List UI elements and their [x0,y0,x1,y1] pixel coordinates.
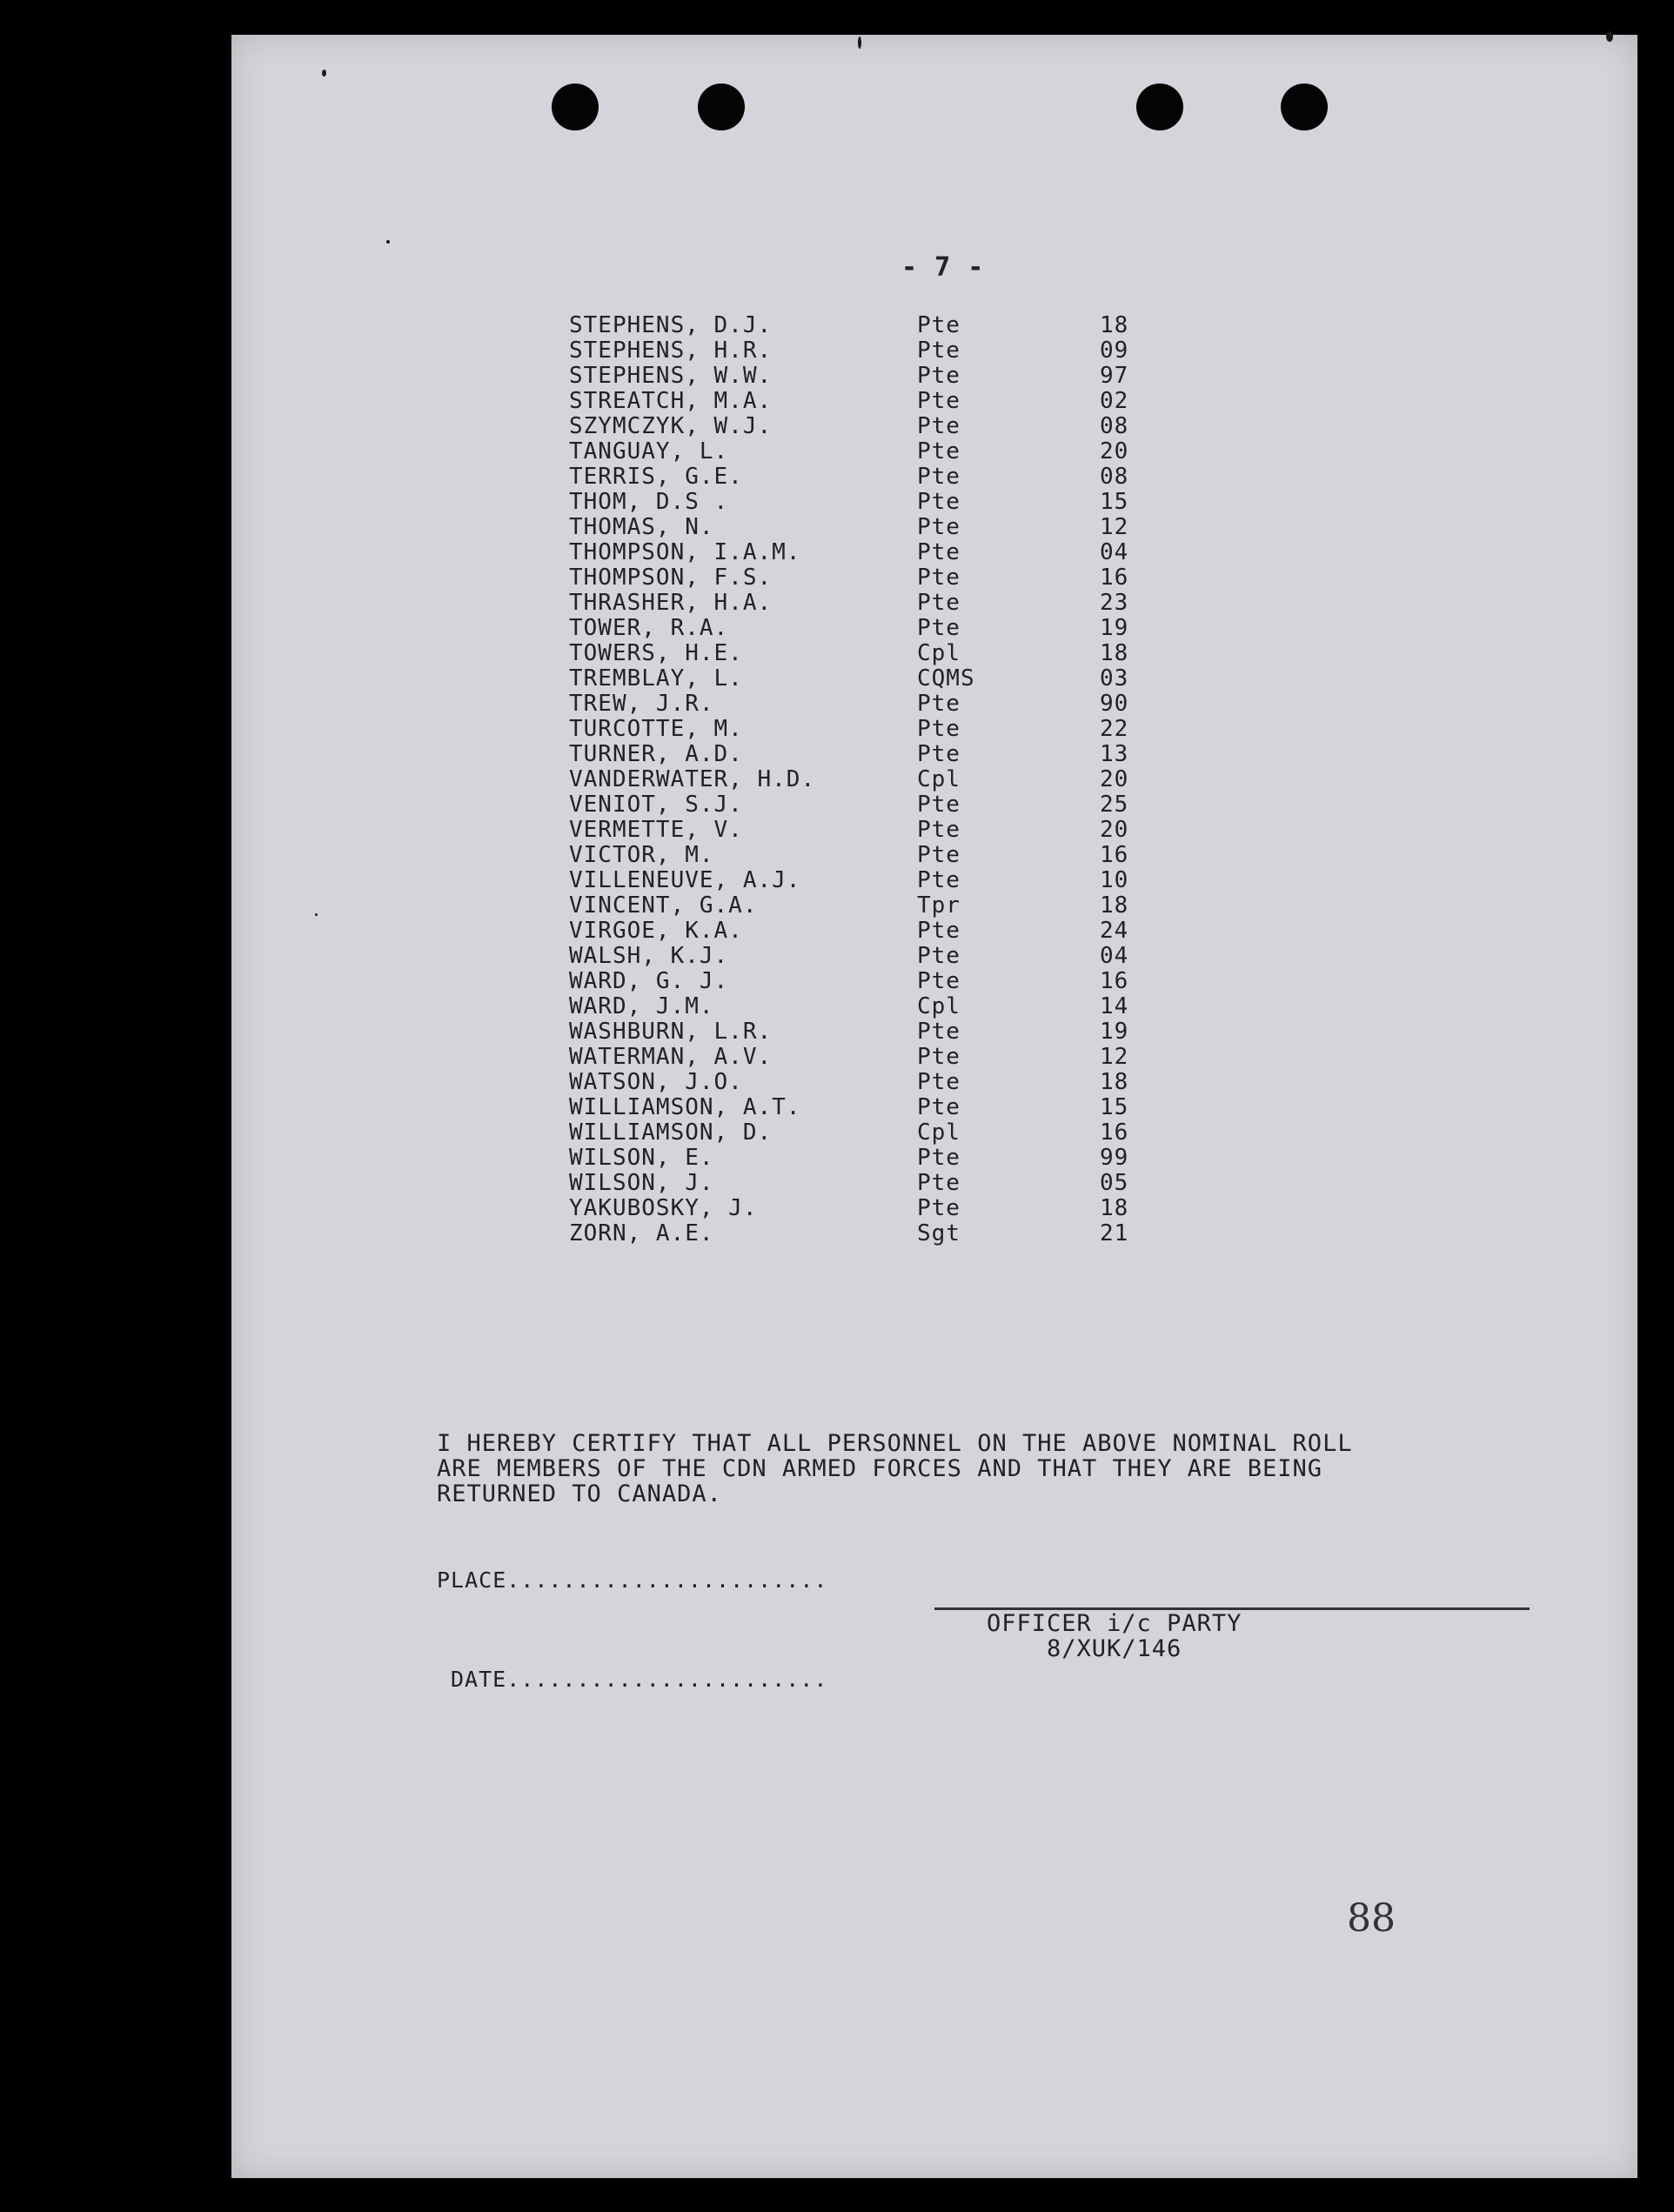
roll-name: WILSON, E. [569,1145,714,1171]
roll-number: 90 [1100,691,1129,717]
roll-name: VILLENEUVE, A.J. [569,867,801,893]
folio-number: 88 [1347,1896,1396,1941]
roll-entry [569,1120,1169,1146]
officer-reference: 8/XUK/146 [1047,1635,1182,1662]
roll-number: 04 [1100,943,1129,969]
roll-entry [569,1171,1169,1196]
roll-number: 20 [1100,817,1129,843]
roll-name: WASHBURN, L.R. [569,1019,773,1045]
roll-entry [569,994,1169,1019]
ink-speck [315,913,318,916]
date-field: DATE....................... [451,1667,828,1692]
nominal-roll-list [569,313,1169,1246]
ink-speck [386,240,390,244]
officer-title: OFFICER i/c PARTY [987,1610,1242,1637]
ink-speck [322,70,326,77]
roll-number: 13 [1100,741,1129,767]
roll-entry [569,490,1169,515]
roll-name: TERRIS, G.E. [569,464,743,490]
roll-entry [569,919,1169,944]
roll-number: 15 [1100,489,1129,515]
roll-entry [569,969,1169,994]
roll-number: 16 [1100,1119,1129,1146]
roll-number: 21 [1100,1220,1129,1246]
roll-number: 18 [1100,892,1129,919]
roll-rank: Pte [917,792,961,818]
roll-entry [569,944,1169,969]
roll-number: 14 [1100,993,1129,1019]
roll-number: 05 [1100,1170,1129,1196]
roll-rank: Sgt [917,1220,961,1246]
roll-entry [569,843,1169,868]
roll-number: 09 [1100,337,1129,364]
roll-name: SZYMCZYK, W.J. [569,413,773,439]
roll-rank: Pte [917,615,961,641]
roll-name: STEPHENS, H.R. [569,337,773,364]
roll-name: TURNER, A.D. [569,741,743,767]
roll-name: TOWERS, H.E. [569,640,743,666]
roll-name: WILLIAMSON, A.T. [569,1094,801,1120]
roll-entry [569,364,1169,389]
roll-rank: Pte [917,363,961,389]
roll-name: VINCENT, G.A. [569,892,758,919]
page-number: - 7 - [901,252,985,283]
roll-rank: Pte [917,489,961,515]
roll-name: WILSON, J. [569,1170,714,1196]
roll-number: 24 [1100,918,1129,944]
roll-entry [569,338,1169,364]
roll-name: WARD, J.M. [569,993,714,1019]
roll-number: 22 [1100,716,1129,742]
roll-number: 20 [1100,438,1129,464]
punch-hole-3 [1136,84,1183,130]
roll-entry [569,1221,1169,1246]
roll-number: 19 [1100,615,1129,641]
roll-number: 97 [1100,363,1129,389]
roll-name: WATSON, J.O. [569,1069,743,1095]
roll-rank: Pte [917,1019,961,1045]
roll-rank: Pte [917,539,961,565]
roll-rank: Tpr [917,892,961,919]
roll-entry [569,742,1169,767]
roll-number: 12 [1100,1044,1129,1070]
roll-rank: Pte [917,413,961,439]
roll-entry [569,1095,1169,1120]
roll-number: 16 [1100,842,1129,868]
roll-rank: Cpl [917,640,961,666]
roll-entry [569,389,1169,414]
roll-name: THOMAS, N. [569,514,714,540]
roll-name: WARD, G. J. [569,968,729,994]
roll-name: WILLIAMSON, D. [569,1119,773,1146]
roll-rank: Cpl [917,993,961,1019]
roll-name: VICTOR, M. [569,842,714,868]
roll-name: TURCOTTE, M. [569,716,743,742]
roll-number: 99 [1100,1145,1129,1171]
roll-entry [569,818,1169,843]
roll-entry [569,1196,1169,1221]
document-page [231,35,1637,2178]
roll-rank: CQMS [917,665,975,692]
roll-rank: Cpl [917,1119,961,1146]
roll-name: VANDERWATER, H.D. [569,766,816,792]
roll-entry [569,565,1169,591]
roll-name: VENIOT, S.J. [569,792,743,818]
roll-entry [569,767,1169,792]
ink-speck [858,37,861,49]
roll-rank: Pte [917,438,961,464]
roll-number: 02 [1100,388,1129,414]
roll-rank: Pte [917,943,961,969]
ink-speck [1606,31,1613,42]
roll-number: 23 [1100,590,1129,616]
roll-rank: Pte [917,514,961,540]
roll-name: YAKUBOSKY, J. [569,1195,758,1221]
roll-entry [569,692,1169,717]
roll-entry [569,313,1169,338]
place-field: PLACE....................... [437,1567,828,1593]
roll-number: 10 [1100,867,1129,893]
roll-rank: Pte [917,691,961,717]
roll-rank: Pte [917,741,961,767]
roll-entry [569,464,1169,490]
roll-entry [569,591,1169,616]
roll-rank: Pte [917,312,961,338]
punch-hole-4 [1281,84,1328,130]
roll-number: 08 [1100,464,1129,490]
roll-rank: Pte [917,817,961,843]
roll-number: 18 [1100,1069,1129,1095]
certification-statement: I HEREBY CERTIFY THAT ALL PERSONNEL ON THE ABOVE NOMINAL ROLL ARE MEMBERS OF THE CDN ARMED FORCES AND THAT THEY ARE BEING RETURNED TO CANADA. [437,1430,1353,1507]
roll-rank: Cpl [917,766,961,792]
roll-entry [569,1070,1169,1095]
roll-entry [569,414,1169,439]
officer-signature-block [987,1611,1242,1661]
roll-entry [569,1019,1169,1045]
roll-name: TREMBLAY, L. [569,665,743,692]
roll-entry [569,515,1169,540]
roll-number: 08 [1100,413,1129,439]
roll-number: 12 [1100,514,1129,540]
roll-rank: Pte [917,565,961,591]
roll-name: TOWER, R.A. [569,615,729,641]
roll-name: ZORN, A.E. [569,1220,714,1246]
roll-rank: Pte [917,590,961,616]
punch-hole-1 [552,84,599,130]
roll-rank: Pte [917,388,961,414]
roll-entry [569,1045,1169,1070]
punch-hole-2 [698,84,745,130]
roll-number: 25 [1100,792,1129,818]
roll-entry [569,717,1169,742]
roll-rank: Pte [917,867,961,893]
roll-number: 18 [1100,312,1129,338]
roll-rank: Pte [917,716,961,742]
roll-entry [569,641,1169,666]
roll-name: THOMPSON, F.S. [569,565,773,591]
roll-rank: Pte [917,1195,961,1221]
roll-name: STEPHENS, W.W. [569,363,773,389]
roll-rank: Pte [917,1094,961,1120]
roll-number: 19 [1100,1019,1129,1045]
roll-entry [569,666,1169,692]
roll-name: VIRGOE, K.A. [569,918,743,944]
roll-number: 18 [1100,1195,1129,1221]
roll-entry [569,540,1169,565]
roll-entry [569,1146,1169,1171]
roll-entry [569,439,1169,464]
roll-entry [569,792,1169,818]
roll-rank: Pte [917,1170,961,1196]
roll-rank: Pte [917,918,961,944]
roll-name: TANGUAY, L. [569,438,729,464]
roll-number: 04 [1100,539,1129,565]
roll-rank: Pte [917,1044,961,1070]
roll-name: TREW, J.R. [569,691,714,717]
roll-entry [569,616,1169,641]
roll-rank: Pte [917,842,961,868]
roll-name: STEPHENS, D.J. [569,312,773,338]
roll-rank: Pte [917,337,961,364]
roll-name: THOM, D.S . [569,489,729,515]
roll-number: 15 [1100,1094,1129,1120]
roll-entry [569,893,1169,919]
roll-number: 18 [1100,640,1129,666]
roll-name: WATERMAN, A.V. [569,1044,773,1070]
roll-number: 16 [1100,565,1129,591]
roll-name: STREATCH, M.A. [569,388,773,414]
roll-number: 03 [1100,665,1129,692]
roll-name: VERMETTE, V. [569,817,743,843]
roll-number: 20 [1100,766,1129,792]
roll-entry [569,868,1169,893]
roll-name: THOMPSON, I.A.M. [569,539,801,565]
roll-rank: Pte [917,1145,961,1171]
roll-name: THRASHER, H.A. [569,590,773,616]
roll-name: WALSH, K.J. [569,943,729,969]
roll-rank: Pte [917,1069,961,1095]
roll-rank: Pte [917,968,961,994]
roll-number: 16 [1100,968,1129,994]
roll-rank: Pte [917,464,961,490]
